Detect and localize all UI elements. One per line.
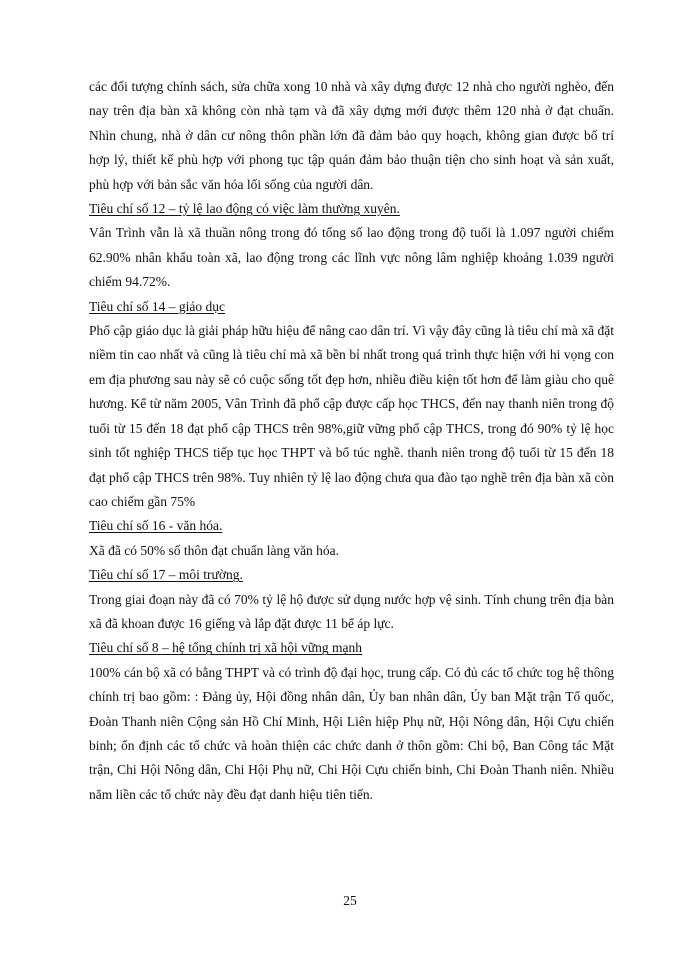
document-page — [89, 75, 614, 807]
section-heading-14: Tiêu chí số 14 – giáo dục — [89, 298, 225, 314]
section-heading-12: Tiêu chí số 12 – tỷ lệ lao động có việc làm thường xuyên. — [89, 201, 400, 217]
section-body-8: 100% cán bộ xã có bằng THPT và có trình độ đại học, trung cấp. Có đủ các tổ chức tog hệ thông chính trị bao gồm: : Đảng ủy, Hội đồng nhân dân, Ủy ban nhân dân, Ủy ban Mặt trận Tổ quốc, Đoàn Thanh niên Cộng sản Hồ Chí Minh, Hội Liên hiệp Phụ nữ, Hội Nông dân, Hội Cựu chiến binh; ổn định các tổ chức và hoàn thiện các chức danh ở thôn gồm: Chi bộ, Ban Công tác Mặt trận, Chi Hội Nông dân, Chi Hội Phụ nữ, Chi Hội Cựu chiến binh, Chi Đoàn Thanh niên. Nhiều năm liền các tổ chức này đều đạt danh hiệu tiên tiến. — [89, 664, 614, 802]
section-body-12: Vân Trình vẫn là xã thuần nông trong đó tổng số lao động trong độ tuổi là 1.097 người chiếm 62.90% nhân khẩu toàn xã, lao động trong các lĩnh vực nông lâm nghiệp khoảng 1.039 người chiếm 94.72%. — [89, 225, 614, 290]
section-heading-16: Tiêu chí số 16 - văn hóa. — [89, 518, 223, 534]
section-body-14: Phổ cập giáo dục là giải pháp hữu hiệu để nâng cao dân trí. Vì vậy đây cũng là tiêu chí mà xã đặt niềm tin cao nhất và cũng là tiêu chí mà xã bền bỉ nhất trong quá trình thực hiện với hi vọng con em địa phương sau này sẽ có cuộc sống tốt đẹp hơn, nhiều điều kiện tốt hơn để làm giàu cho quê hương. Kể từ năm 2005, Vân Trình đã phổ cập được cấp học THCS, đến nay thanh niên trong độ tuổi từ 15 đến 18 đạt phổ cập THCS trên 98%,giữ vững phổ cập THCS, trong đó 90% tỷ lệ học sinh tốt nghiệp THCS tiếp tục học THPT và bổ túc nghề. thanh niên trong độ tuổi từ 15 đến 18 đạt phổ cập THCS trên 98%. Tuy nhiên tỷ lệ lao động chưa qua đào tạo nghề trên địa bàn xã còn cao chiếm gần 75% — [89, 323, 614, 509]
section-body-17: Trong giai đoạn này đã có 70% tỷ lệ hộ được sử dụng nước hợp vệ sinh. Tính chung trên địa bàn xã đã khoan được 16 giếng và lắp đặt được 11 bể áp lực. — [89, 591, 614, 631]
section-body-16: Xã đã có 50% số thôn đạt chuẩn làng văn hóa. — [89, 542, 340, 558]
intro-paragraph: các đối tượng chính sách, sửa chữa xong 10 nhà và xây dựng được 12 nhà cho người nghèo, đến nay trên địa bàn xã không còn nhà tạm và đã xây dựng mới được thêm 120 nhà ở đạt chuẩn. Nhìn chung, nhà ở dân cư nông thôn phần lớn đã đảm bảo quy hoạch, không gian được bố trí hợp lý, thiết kế phù hợp với phong tục tập quán đảm bảo thuận tiện cho sinh hoạt và sản xuất, phù hợp với bản sắc văn hóa lối sống của người dân. — [89, 79, 614, 192]
page-number: 25 — [343, 893, 357, 908]
section-heading-17: Tiêu chí số 17 – môi trường. — [89, 567, 243, 583]
section-heading-8: Tiêu chí số 8 – hệ tổng chính trị xã hội vững mạnh — [89, 640, 363, 656]
